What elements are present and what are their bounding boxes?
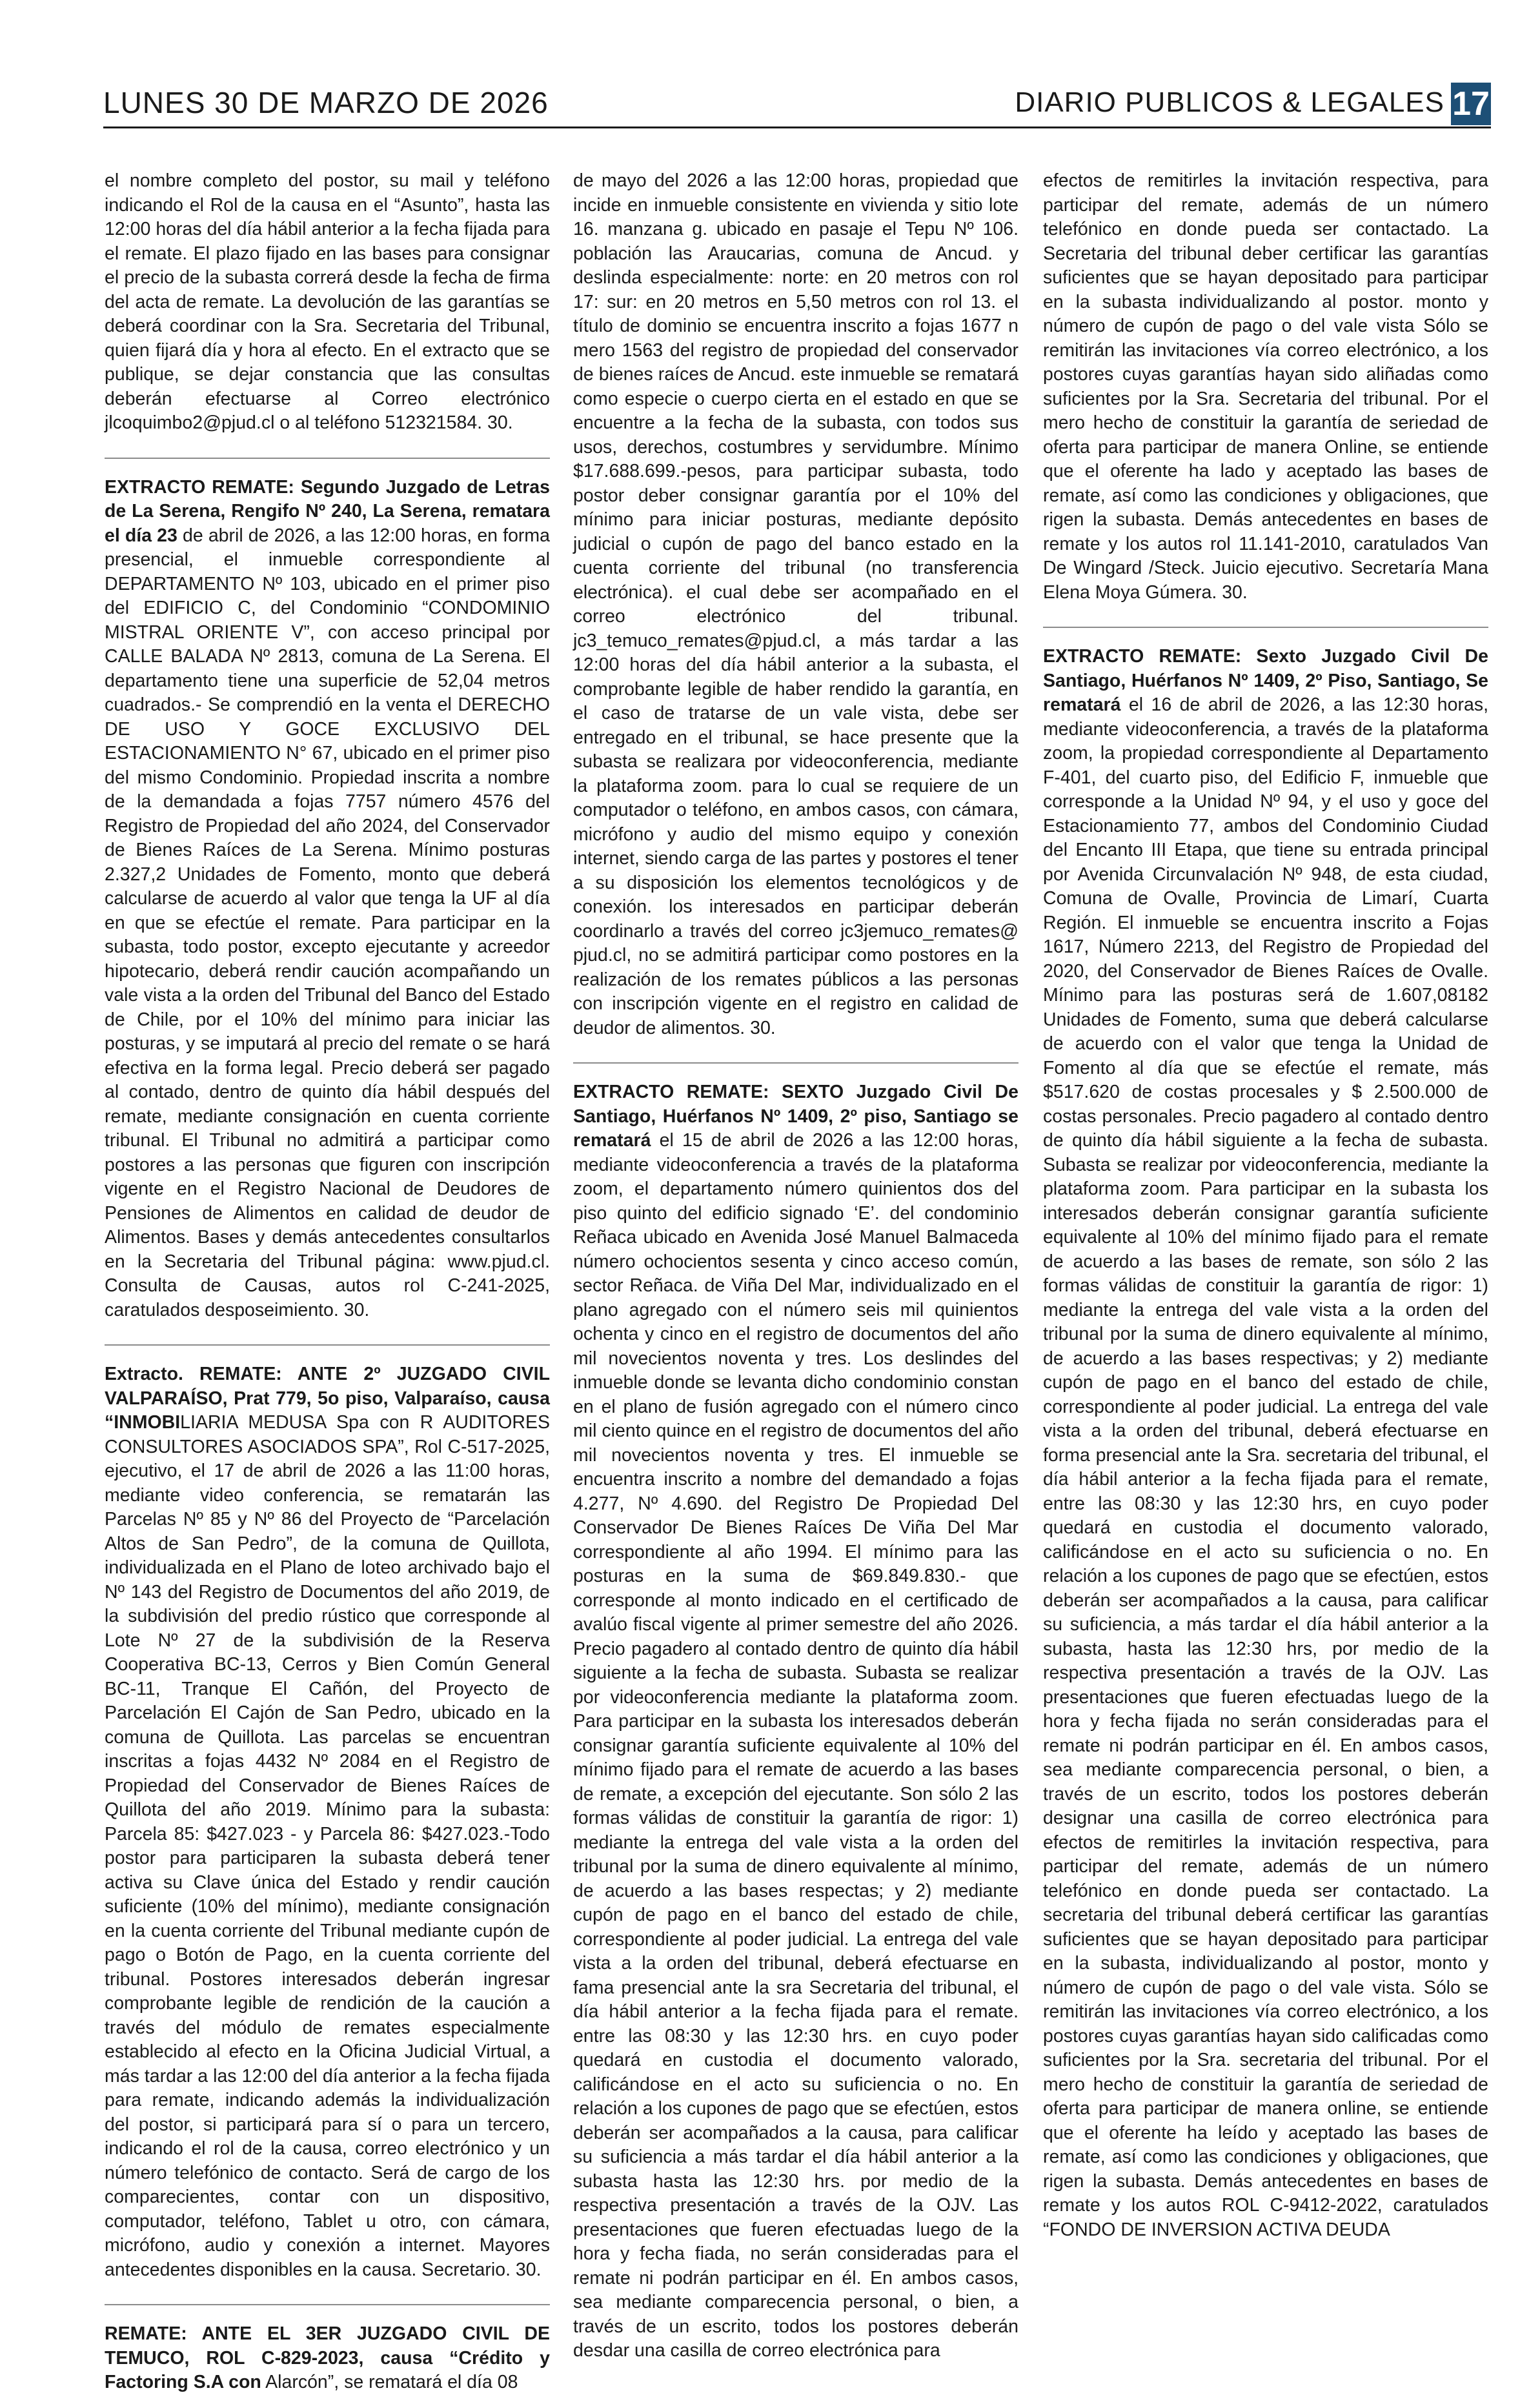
legal-notice <box>105 476 550 1323</box>
notice-body: el 16 de abril de 2026, a las 12:30 horas, mediante videoconferencia, a través de la plataforma zoom, la propiedad correspondiente al Departamento F-401, del cuarto piso, del Edificio F, inmueble que corresponde a la Unidad Nº 94, y el uso y goce del Estacionamiento 77, ambos del Condominio Ciudad del Encanto III Etapa, que tiene su entrada principal por Avenida Circunvalación Nº 948, de esta ciudad, Comuna de Ovalle, Provincia de Limarí, Cuarta Región. El inmueble se encuentra inscrito a Fojas 1617, Número 2213, del Registro de Propiedad del 2020, del Conservador de Bienes Raíces de Ovalle. Mínimo para las posturas será de 1.607,08182 Unidades de Fomento, suma que deberá calcularse de acuerdo con el valor que tenga la Unidad de Fomento al día que se efectúe el remate, más $517.620 de costas procesales y $ 2.500.000 de costas personales. Precio pagadero al contado dentro de quinto día hábil siguiente a la fecha de subasta. Subasta se realizar por videoconferencia, mediante la plataforma zoom. Para participar en la subasta los interesados deberán consignar garantía suficiente equivalente al 10% del mínimo fijado para el remate de acuerdo a las bases de remate, son sólo 2 las formas válidas de constituir la garantía de rigor: 1) mediante la entrega del vale vista a la orden del tribunal por la suma de dinero equivalente al mínimo, de acuerdo a las bases respectivas; y 2) mediante cupón de pago en el banco del estado de chile, correspondiente al poder judicial. La entrega del vale vista a la orden del tribunal, deberá efectuarse en forma presencial ante la Sra. secretaria del tribunal, el día hábil anterior a la fecha fijada para el remate, entre las 08:30 y las 12:30 hrs, en cuyo poder quedará en custodia el documento valorado, calificándose en el acto su suficiencia o no. En relación a los cupones de pago que se efectúen, estos deberán ser acompañados a la causa, para calificar su suficiencia, a más tardar el día hábil anterior a la subasta, hasta las 12:30 hrs, por medio de la respectiva presentación a través de la OJV. Las presentaciones que fueren efectuadas luego de la hora y fecha fijada no serán consideradas para el remate ni podrán participar en él. En ambos casos, sea mediante comparecencia personal, o bien, a través de un escrito, todos los postores deberán designar una casilla de correo electrónica para efectos de remitirles la invitación respectiva, para participar del remate, además de un número telefónico en donde pueda ser contactado. La secretaria del tribunal deberá certificar las garantías suficientes que se hayan depositado para participar en la subasta, individualizando al postor, monto y número de cupón de pago o del vale vista. Sólo se remitirán las invitaciones vía correo electrónico, a los postores cuyas garantías hayan sido calificadas como suficientes por la Sra. secretaria del tribunal. Por el mero hecho de constituir la garantía de seriedad de oferta para participar de manera online, se entiende que el oferente ha leído y aceptado las bases de remate, así como las condiciones y obligaciones, que rigen la subasta. Demás antecedentes en bases de remate y los autos ROL C-9412-2022, caratulados “FONDO DE INVERSION ACTIVA DEUDA <box>1043 694 1488 2240</box>
publication-name: DIARIO PUBLICOS & LEGALES <box>1015 86 1444 118</box>
notice-heading: EXTRACTO REMATE: Segundo Juzgado de Letras de La Serena, Rengifo Nº 240, La Serena, rematara el día 23 <box>105 476 550 546</box>
legal-notice <box>573 169 1018 1040</box>
column-2 <box>573 169 1018 2361</box>
notice-separator <box>105 458 550 459</box>
notice-heading: REMATE: ANTE EL 3ER JUZGADO CIVIL DE TEMUCO, ROL C-829-2023, causa “Crédito y Factoring S.A con <box>105 2323 550 2392</box>
legal-notice <box>105 2322 550 2395</box>
column-3 <box>1043 169 1488 2240</box>
notice-heading: EXTRACTO REMATE: Sexto Juzgado Civil De Santiago, Huérfanos Nº 1409, 2º Piso, Santiago, Se rematará <box>1043 646 1488 715</box>
page-number-badge: 17 <box>1451 83 1491 125</box>
notice-text <box>105 476 550 1323</box>
header-rule <box>103 126 1491 128</box>
legal-notice <box>573 1080 1018 2363</box>
legal-notice <box>1043 169 1488 605</box>
notice-body: el nombre completo del postor, su mail y teléfono indicando el Rol de la causa en el “Asunto”, hasta las 12:00 horas del día hábil anterior a la fecha fijada para el remate. El plazo fijado en las bases para consignar el precio de la subasta correrá desde la fecha de firma del acta de remate. La devolución de las garantías se deberá coordinar con la Sra. Secretaria del Tribunal, quien fijará día y hora al efecto. En el extracto que se publique, se dejar constancia que las consultas deberán efectuarse al Correo electrónico jlcoquimbo2@pjud.cl o al teléfono 512321584. 30. <box>105 170 550 433</box>
notice-text <box>105 169 550 436</box>
legal-notice <box>1043 645 1488 2242</box>
notice-body: efectos de remitirles la invitación respectiva, para participar del remate, además de un número telefónico en donde pueda ser contactado. La Secretaria del tribunal deber certificar las garantías suficientes que se hayan depositado para participar en la subasta individualizando al postor. monto y número de cupón de pago o del vale vista Sólo se remitirán las invitaciones vía correo electrónico, a los postores cuyas garantías hayan sido aliñadas como suficientes por la Sra. Secretaria del tribunal. Por el mero hecho de constituir la garantía de seriedad de oferta para participar de manera Online, se entiende que el oferente ha lado y aceptado las bases de remate, así como las condiciones y obligaciones, que rigen la subasta. Demás antecedentes en bases de remate y los autos rol 11.141-2010, caratulados Van De Wingard /Steck. Juicio ejecutivo. Secretaría Mana Elena Moya Gúmera. 30. <box>1043 170 1488 603</box>
notice-separator <box>105 1344 550 1346</box>
notice-separator <box>105 2304 550 2305</box>
notice-body: LIARIA MEDUSA Spa con R AUDITORES CONSULTORES ASOCIADOS SPA”, Rol C-517-2025, ejecutivo, el 17 de abril de 2026 a las 11:00 horas, mediante video conferencia, se rematarán las Parcelas Nº 85 y Nº 86 del Proyecto de “Parcelación Altos de San Pedro”, de la comuna de Quillota, individualizada en el Plano de loteo archivado bajo el Nº 143 del Registro de Documentos del año 2019, de la subdivisión del predio rústico que corresponde al Lote Nº 27 de la subdivisión de la Reserva Cooperativa BC-13, Cerros y Bien Común General BC-11, Tranque El Cañón, del Proyecto de Parcelación El Cajón de San Pedro, ubicado en la comuna de Quillota. Las parcelas se encuentran inscritas a fojas 4432 Nº 2084 en el Registro de Propiedad del Conservador de Bienes Raíces de Quillota del año 2019. Mínimo para la subasta: Parcela 85: $427.023 - y Parcela 86: $427.023.-Todo postor para participaren la subasta deberá tener activa su Clave única del Estado y rendir caución suficiente (10% del mínimo), mediante consignación en la cuenta corriente del Tribunal mediante cupón de pago o Botón de Pago, en la cuenta corriente del tribunal. Postores interesados deberán ingresar comprobante legible de rendición de la caución a través del módulo de remates especialmente establecido al efecto en la Oficina Judicial Virtual, a más tardar a las 12:00 del día anterior a la fecha fijada para remate, indicando además la individualización del postor, si participará para sí o para un tercero, indicando el rol de la causa, correo electrónico y un número telefónico de contacto. Será de cargo de los comparecientes, contar con un dispositivo, computador, teléfono, Tablet u otro, con cámara, micrófono, audio y conexión a internet. Mayores antecedentes disponibles en la causa. Secretario. 30. <box>105 1412 550 2280</box>
notice-heading: EXTRACTO REMATE: SEXTO Juzgado Civil De Santiago, Huérfanos Nº 1409, 2º piso, Santiago se rematará <box>573 1082 1018 1151</box>
column-1 <box>105 169 551 2392</box>
notice-text <box>105 2322 550 2395</box>
notice-separator <box>573 1062 1018 1064</box>
notice-text <box>1043 169 1488 605</box>
notice-text <box>105 1362 550 2282</box>
notice-text <box>573 169 1018 1040</box>
issue-date: LUNES 30 DE MARZO DE 2026 <box>103 86 549 119</box>
notice-body: de abril de 2026, a las 12:00 horas, en forma presencial, el inmueble correspondiente al DEPARTAMENTO Nº 103, ubicado en el primer piso del EDIFICIO C, del Condominio “CONDOMINIO MISTRAL ORIENTE V”, con acceso principal por CALLE BALADA Nº 2813, comuna de La Serena. El departamento tiene una superficie de 52,04 metros cuadrados.- Se comprendió en la venta el DERECHO DE USO Y GOCE EXCLUSIVO DEL ESTACIONAMIENTO N° 67, ubicado en el primer piso del mismo Condominio. Propiedad inscrita a nombre de la demandada a fojas 7757 número 4576 del Registro de Propiedad del año 2024, del Conservador de Bienes Raíces de La Serena. Mínimo posturas 2.327,2 Unidades de Fomento, monto que deberá calcularse de acuerdo al valor que tenga la UF al día en que se efectúe el remate. Para participar en la subasta, todo postor, excepto ejecutante y acreedor hipotecario, deberá rendir caución acompañando un vale vista a la orden del Tribunal del Banco del Estado de Chile, por el 10% del mínimo para iniciar las posturas, y se imputará al precio del remate o se hará efectiva en la forma legal. Precio deberá ser pagado al contado, dentro de quinto día hábil después del remate, mediante consignación en cuenta corriente tribunal. El Tribunal no admitirá a participar como postores a las personas que figuren con inscripción vigente en el Registro Nacional de Deudores de Pensiones de Alimentos en calidad de deudor de Alimentos. Bases y demás antecedentes consultarlos en la Secretaria del Tribunal página: www.pjud.cl. Consulta de Causas, autos rol C-241-2025, caratulados desposeimiento. 30. <box>105 525 551 1320</box>
notice-text <box>1043 645 1488 2242</box>
legal-notice <box>105 1362 550 2282</box>
page-header <box>103 83 1491 125</box>
notice-body: el 15 de abril de 2026 a las 12:00 horas, mediante videoconferencia a través de la plataforma zoom, el departamento número quinientos dos del piso quinto del edificio signado ‘E’. del condominio Reñaca ubicado en Avenida José Manuel Balmaceda número ochocientos sesenta y cinco acceso común, sector Reñaca. de Viña Del Mar, individualizado en el plano agregado con el número seis mil quinientos ochenta y cinco en el registro de documentos del año mil novecientos noventa y tres. Los deslindes del inmueble donde se levanta dicho condominio constan en el plano de fusión agregado con el número cinco mil ciento quince en el registro de documentos del año mil novecientos noventa y tres. El inmueble se encuentra inscrito a nombre del demandado a fojas 4.277, Nº 4.690. del Registro De Propiedad Del Conservador De Bienes Raíces De Viña Del Mar correspondiente al año 1994. El mínimo para las posturas en la suma de $69.849.830.- que corresponde al monto indicado en el certificado de avalúo fiscal vigente al primer semestre del año 2026. Precio pagadero al contado dentro de quinto día hábil siguiente a la fecha de subasta. Subasta se realizar por videoconferencia mediante la plataforma zoom. Para participar en la subasta los interesados deberán consignar garantía suficiente equivalente al 10% del mínimo fijado para el remate de acuerdo a las bases de remate, a excepción del ejecutante. Son sólo 2 las formas válidas de constituir la garantía de rigor: 1) mediante la entrega del vale vista a la orden del tribunal por la suma de dinero equivalente al mínimo, de acuerdo a las bases respectas; y 2) mediante cupón de pago en el banco del estado de chile, correspondiente al poder judicial. La entrega del vale vista a la orden del tribunal, deberá efectuarse en fama presencial ante la sra Secretaria del tribunal, el día hábil anterior a la fecha fijada para el remate. entre las 08:30 y las 12:30 hrs. en cuyo poder quedará en custodia el documento valorado, calificándose en el acto su suficiencia o no. En relación a los cupones de pago que se efectúen, estos deberán ser acompañados a la causa, para calificar su suficiencia a más tardar el día hábil anterior a la subasta hasta las 12:30 hrs. por medio de la respectiva presentación a través de la OJV. Las presentaciones que fueren efectuadas luego de la hora y fecha fiada, no serán consideradas para el remate ni podrán participar en él. En ambos casos, sea mediante comparecencia personal, o bien, a través de un escrito, todos los postores deberán desdar una casilla de correo electrónica para <box>573 1130 1018 2361</box>
notice-body: de mayo del 2026 a las 12:00 horas, propiedad que incide en inmueble consistente en vivienda y sitio lote 16. manzana g. ubicado en pasaje el Tepu Nº 106. población las Araucarias, comuna de Ancud. y deslinda especialmente: norte: en 20 metros con rol 17: sur: en 20 metros en 5,50 metros con rol 13. el título de dominio se encuentra inscrito a fojas 1677 n mero 1563 del registro de propiedad del conservador de bienes raíces de Ancud. este inmueble se rematará como especie o cuerpo cierta en el estado en que se encuentre a la fecha de la subasta, con todos sus usos, derechos, costumbres y servidumbre. Mínimo $17.688.699.-pesos, para participar subasta, todo postor deber consignar garantía por el 10% del mínimo para iniciar posturas, mediante depósito judicial o cupón de pago del banco estado en la cuenta corriente del tribunal (no transferencia electrónica). el cual debe ser acompañado en el correo electrónico del tribunal. jc3_temuco_remates@pjud.cl, a más tardar a las 12:00 horas del día hábil anterior a la subasta, el comprobante legible de haber rendido la garantía, en el caso de tratarse de un vale vista, debe ser entregado en el tribunal, se hace presente que la subasta se realizara por videoconferencia, mediante la plataforma zoom. para lo cual se requiere de un computador o teléfono, en ambos casos, con cámara, micrófono y audio del mismo equipo y conexión internet, siendo carga de las partes y postores el tener a su disposición los elementos tecnológicos y de conexión. los interesados en participar deberán coordinarlo a través del correo jc3jemuco_remates@ pjud.cl, no se admitirá participar como postores en la realización de los remates públicos a las personas con inscripción vigente en el registro en calidad de deudor de alimentos. 30. <box>573 170 1018 1038</box>
notice-body: Alarcón”, se rematará el día 08 <box>261 2372 518 2392</box>
notice-text <box>573 1080 1018 2363</box>
notice-heading: Extracto. REMATE: ANTE 2º JUZGADO CIVIL VALPARAÍSO, Prat 779, 5o piso, Valparaíso, causa “INMOBI <box>105 1364 550 1433</box>
legal-notice <box>105 169 550 436</box>
notice-separator <box>1043 627 1488 628</box>
